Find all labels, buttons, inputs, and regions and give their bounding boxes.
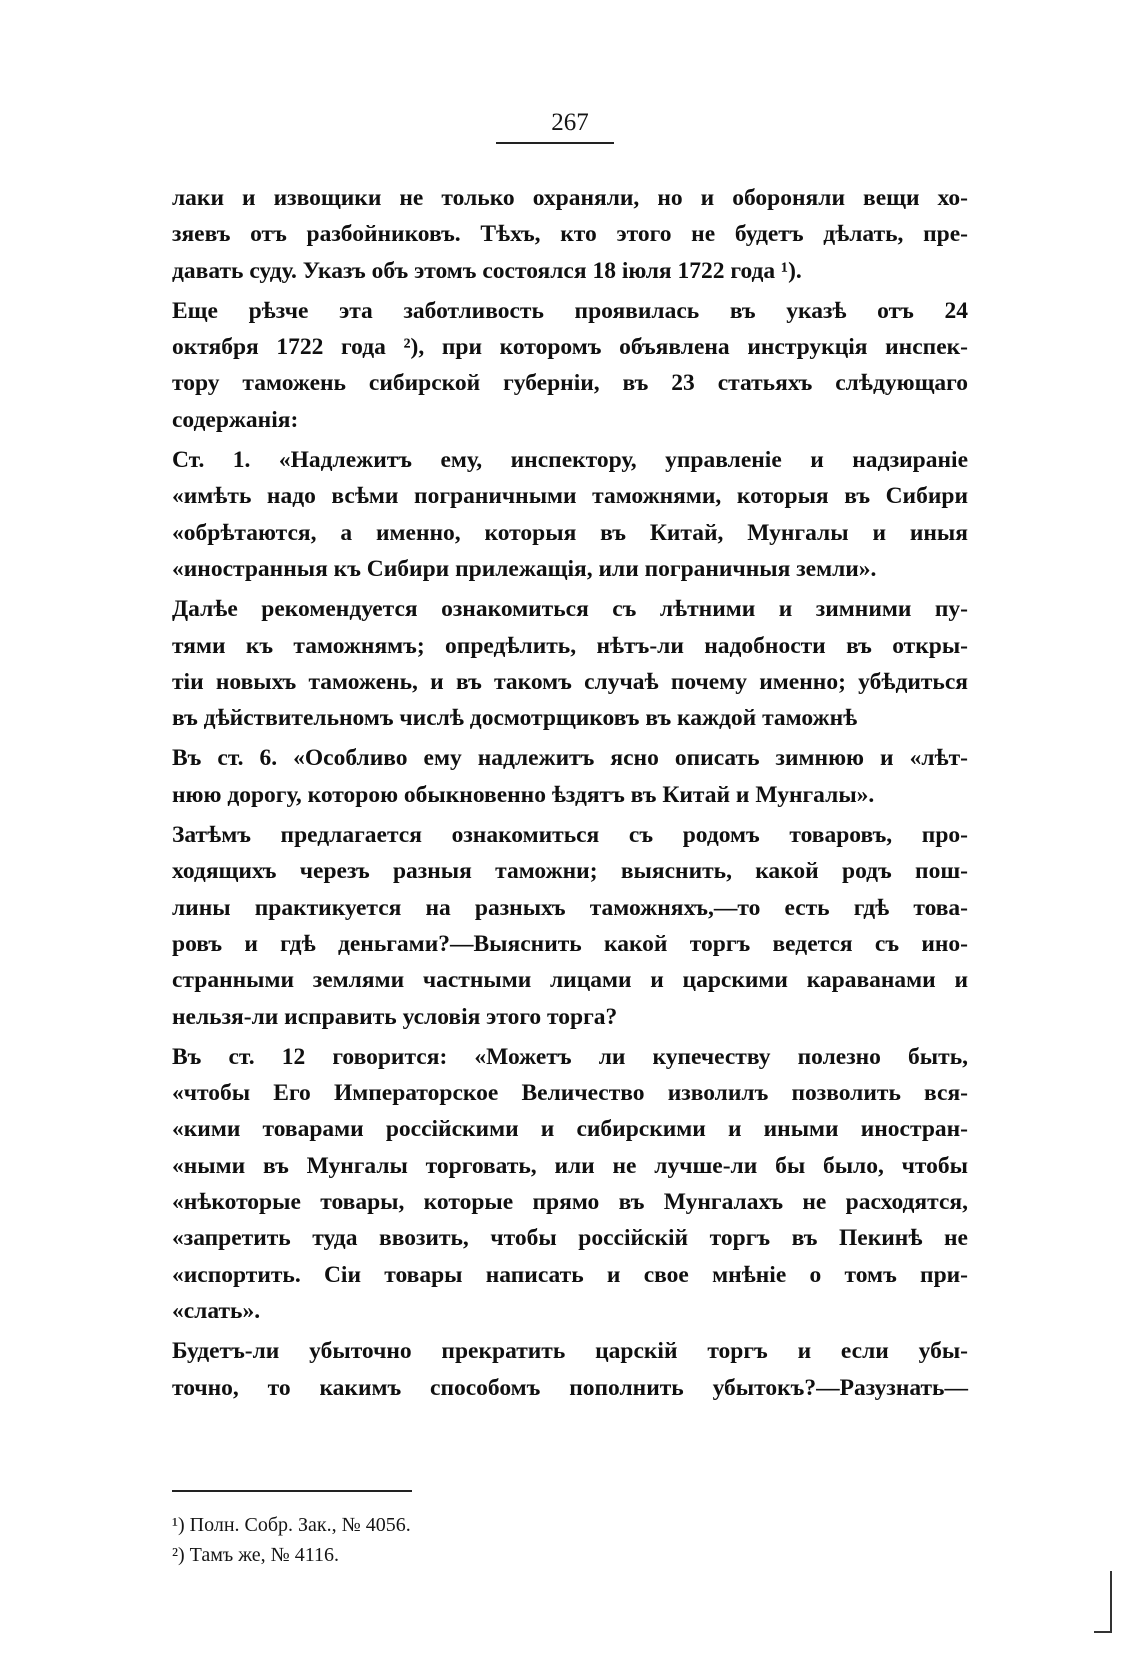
text-line: «нѣкоторые товары, которые прямо въ Мунгалахъ не расходятся, [172, 1189, 968, 1216]
text-line: зяевъ отъ разбойниковъ. Тѣхъ, кто этого не будетъ дѣлать, пре- [172, 221, 968, 248]
paragraph [172, 442, 968, 587]
text-line: «слать». [172, 1297, 261, 1324]
text-line: «имѣть надо всѣми пограничными таможнями, которыя въ Сибири [172, 483, 968, 510]
corner-mark [1094, 1571, 1112, 1633]
text-line: Въ ст. 6. «Особливо ему надлежитъ ясно описать зимнюю и «лѣт- [172, 745, 968, 772]
text-line: «иностранныя къ Сибири прилежащія, или пограничныя земли». [172, 555, 877, 582]
text-line: Въ ст. 12 говорится: «Можетъ ли купечеству полезно быть, [172, 1043, 968, 1070]
footnote: ¹) Полн. Собр. Зак., № 4056. [172, 1514, 411, 1536]
text-line: «запретить туда ввозить, чтобы россійскій торгъ въ Пекинѣ не [172, 1225, 968, 1252]
text-line: Далѣе рекомендуется ознакомиться съ лѣтними и зимними пу- [172, 596, 968, 623]
text-line: Затѣмъ предлагается ознакомиться съ родомъ товаровъ, про- [172, 822, 968, 849]
text-line: Будетъ-ли убыточно прекратить царскій торгъ и если убы- [172, 1338, 968, 1365]
page-number: 267 [551, 109, 589, 136]
text-line: ходящихъ черезъ разныя таможни; выяснить, какой родъ пош- [172, 858, 968, 885]
text-line: лаки и извощики не только охраняли, но и обороняли вещи хо- [172, 185, 968, 211]
paragraph [172, 180, 968, 289]
text-line: ровъ и гдѣ деньгами?—Выяснить какой торгъ ведется съ ино- [172, 930, 968, 957]
text-line: тору таможень сибирской губерніи, въ 23 статьяхъ слѣдующаго [172, 370, 968, 397]
text-line: нюю дорогу, которою обыкновенно ѣздятъ въ Китай и Мунгалы». [172, 781, 875, 808]
text-line: содержанія: [172, 406, 299, 433]
paragraph [172, 293, 968, 438]
paragraph [172, 1333, 968, 1406]
text-line: «кими товарами россійскими и сибирскими и иными иностран- [172, 1116, 968, 1143]
paragraph [172, 1039, 968, 1329]
text-line: «ными въ Мунгалы торговать, или не лучше-ли бы было, чтобы [172, 1152, 968, 1179]
text-line: «обрѣтаются, а именно, которыя въ Китай, Мунгалы и иныя [172, 519, 968, 546]
text-line: Еще рѣзче эта заботливость проявилась въ указѣ отъ 24 [172, 297, 968, 324]
paragraph [172, 817, 968, 1035]
text-line: точно, то какимъ способомъ пополнить убытокъ?—Разузнать— [172, 1374, 968, 1401]
text-line: нельзя-ли исправить условія этого торга? [172, 1003, 618, 1030]
text-line: октября 1722 года ²), при которомъ объявлена инструкція инспек- [172, 334, 968, 361]
text-line: «чтобы Его Императорское Величество изволилъ позволить вся- [172, 1080, 968, 1107]
paragraph [172, 591, 968, 736]
footnotes [172, 1510, 772, 1570]
body-text [172, 180, 968, 1406]
text-line: въ дѣйствительномъ числѣ досмотрщиковъ въ каждой таможнѣ [172, 705, 858, 732]
page-number-rule [496, 142, 614, 144]
text-line: лины практикуется на разныхъ таможняхъ,—то есть гдѣ това- [172, 894, 968, 921]
text-line: давать суду. Указъ объ этомъ состоялся 18 іюля 1722 года ¹). [172, 257, 802, 284]
paragraph [172, 740, 968, 813]
footnote: ²) Тамъ же, № 4116. [172, 1544, 340, 1566]
footnote-rule [172, 1490, 412, 1492]
text-line: Ст. 1. «Надлежитъ ему, инспектору, управленіе и надзираніе [172, 447, 968, 474]
text-line: тіи новыхъ таможень, и въ такомъ случаѣ почему именно; убѣдиться [172, 668, 968, 695]
text-line: «испортить. Сіи товары написать и свое мнѣніе о томъ при- [172, 1261, 968, 1288]
text-line: тями къ таможнямъ; опредѣлить, нѣтъ-ли надобности въ откры- [172, 632, 968, 659]
text-line: странными землями частными лицами и царскими караванами и [172, 967, 968, 994]
